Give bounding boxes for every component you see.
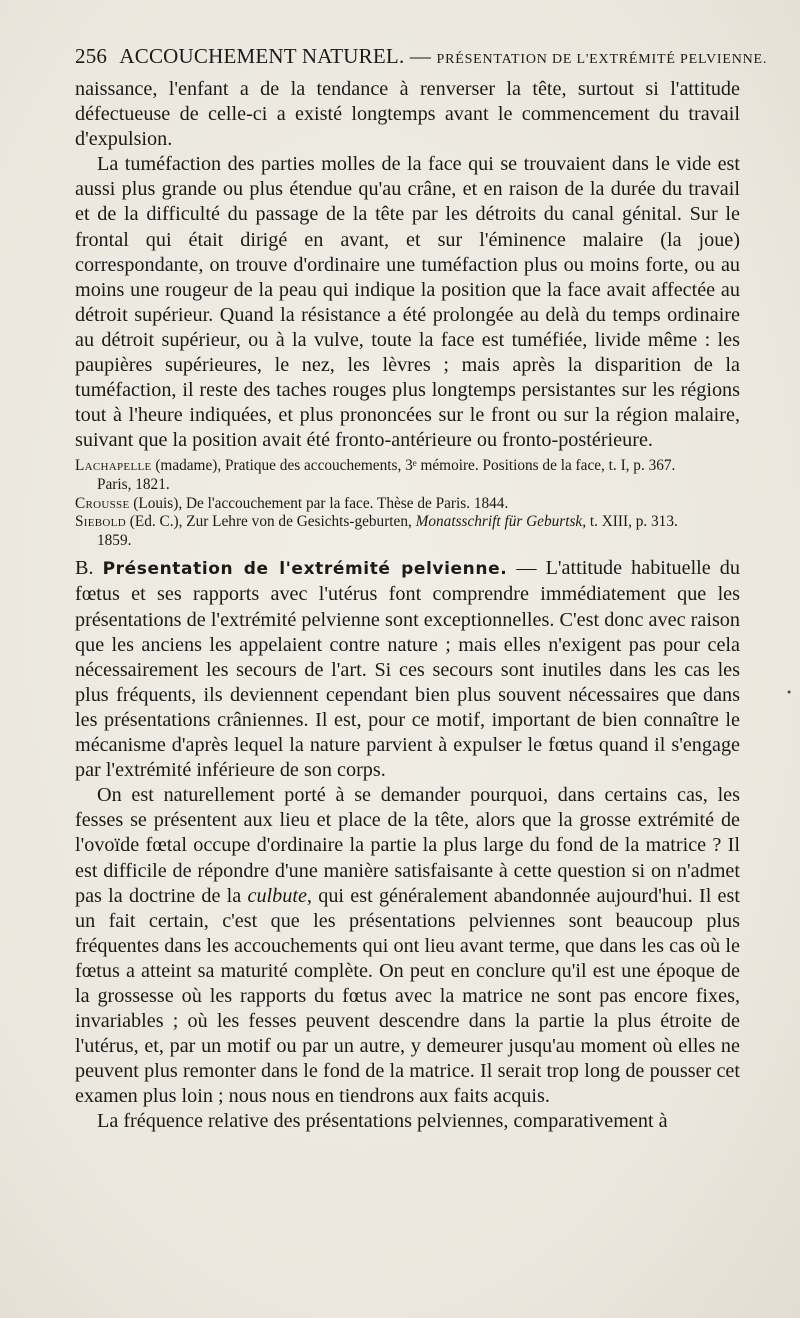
paragraph-text: On est naturellement porté à se demander pourquoi, dans certains cas, les fesses se présentent aux lieu et place de la tête, alors que la grosse extrémité de l'ovoïde fœtal occupe d'ordinaire la partie la plus large du fond de la matrice ? Il est difficile de répondre d'une manière satisfaisante à cette question si on n'admet pas la doctrine de la [75,784,740,907]
section-title: PRÉSENTATION DE L'EXTRÉMITÉ PELVIENNE. [436,52,768,67]
paragraph-frequency: La fréquence relative des présentations pelviennes, comparativement à [97,1110,668,1133]
reference-crousse [75,495,740,514]
reference-text: (madame), Pratique des accouchements, 3ᵉ mémoire. Positions de la face, t. I, p. 367. [151,457,676,475]
running-header [75,44,768,69]
reference-journal: Monatsschrift für Geburtsk, [415,513,587,531]
reference-continuation: Paris, 1821. [97,476,170,493]
section-heading: Présentation de l'extrémité pelvienne. [102,559,508,580]
body-text [75,77,740,453]
margin-dot: • [786,688,792,699]
reference-author: Siebold [75,513,126,531]
body-text-section-b [75,556,740,1134]
chapter-title: ACCOUCHEMENT NATUREL. [119,44,405,68]
paragraph-culbute [75,783,740,1109]
reference-text: (Ed. C.), Zur Lehre von de Gesichts-geburten, [125,513,416,531]
section-letter: B. [75,557,94,580]
paragraph-continuation: naissance, l'enfant a de la tendance à renverser la tête, surtout si l'attitude défectueuse de celle-ci a existé longtemps avant le commencement du travail d'expulsion. [75,78,740,151]
reference-lachapelle [75,457,740,494]
italic-term: culbute [247,884,307,907]
paragraph-text: , qui est généralement abandonnée aujourd'hui. Il est un fait certain, c'est que les présentations pelviennes sont beaucoup plus fréquentes dans les accouchements qui ont lieu avant terme, que dans les cas où le fœtus a atteint sa maturité complète. On peut en conclure qu'il est une époque de la grossesse où les rapports du fœtus avec la matrice ne sont pas encore fixes, invariables ; où les fesses peuvent descendre dans la partie la plus étroite de l'utérus, et, par un motif ou par un autre, y demeurer jusqu'au moment où elles ne peuvent plus remonter dans le fond de la matrice. Il serait trop long de pousser cet examen plus loin ; nous nous en tiendrons aux faits acquis. [75,884,740,1108]
bibliography [75,457,740,550]
section-b-paragraph [75,556,740,783]
section-lead-text: — L'attitude habituelle du fœtus et ses rapports avec l'utérus font comprendre immédiatement que les présentations de l'extrémité pelvienne sont exceptionnelles. C'est donc avec raison que les anciens les appelaient contre nature ; mais elles n'exigent pas pour cela nécessairement les secours de l'art. Si ces secours sont inutiles dans les cas les plus fréquents, ils deviennent cependant bien plus souvent nécessaires que dans les présentations crâniennes. Il est, pour ce motif, important de bien connaître le mécanisme d'après lequel la nature parvient à expulser le fœtus quand il s'engage par l'extrémité inférieure de son corps. [75,557,740,782]
header-dash: — [404,44,437,68]
reference-author: Crousse [75,494,130,512]
paragraph-face-swelling: La tuméfaction des parties molles de la face qui se trouvaient dans le vide est aussi plus grande ou plus étendue qu'au crâne, et en raison de la durée du travail et de la difficulté du passage de la tête par les détroits du canal génital. Sur le frontal qui était dirigé en avant, et sur l'éminence malaire (la joue) correspondante, on trouve d'ordinaire une tuméfaction plus ou moins forte, ou au moins une rougeur de la peau qui indique la position que la face avait affectée au détroit supérieur. Quand la résistance a été prolongée au delà du temps ordinaire au détroit supérieur, ou à la vulve, toute la face est tuméfiée, livide même : les paupières supérieures, le nez, les lèvres ; mais après la disparition de la tuméfaction, il reste des taches rouges plus longtemps persistantes sur les régions tout à l'heure indiquées, et plus prononcées sur le front ou sur la région malaire, suivant que la position avait été fronto-antérieure ou fronto-postérieure. [75,153,740,452]
reference-siebold [75,513,740,550]
reference-text: t. XIII, p. 313. [586,513,678,531]
reference-text: (Louis), De l'accouchement par la face. Thèse de Paris. 1844. [129,494,509,512]
page-number: 256 [75,44,108,68]
reference-author: Lachapelle [75,457,152,475]
reference-continuation: 1859. [97,531,132,549]
